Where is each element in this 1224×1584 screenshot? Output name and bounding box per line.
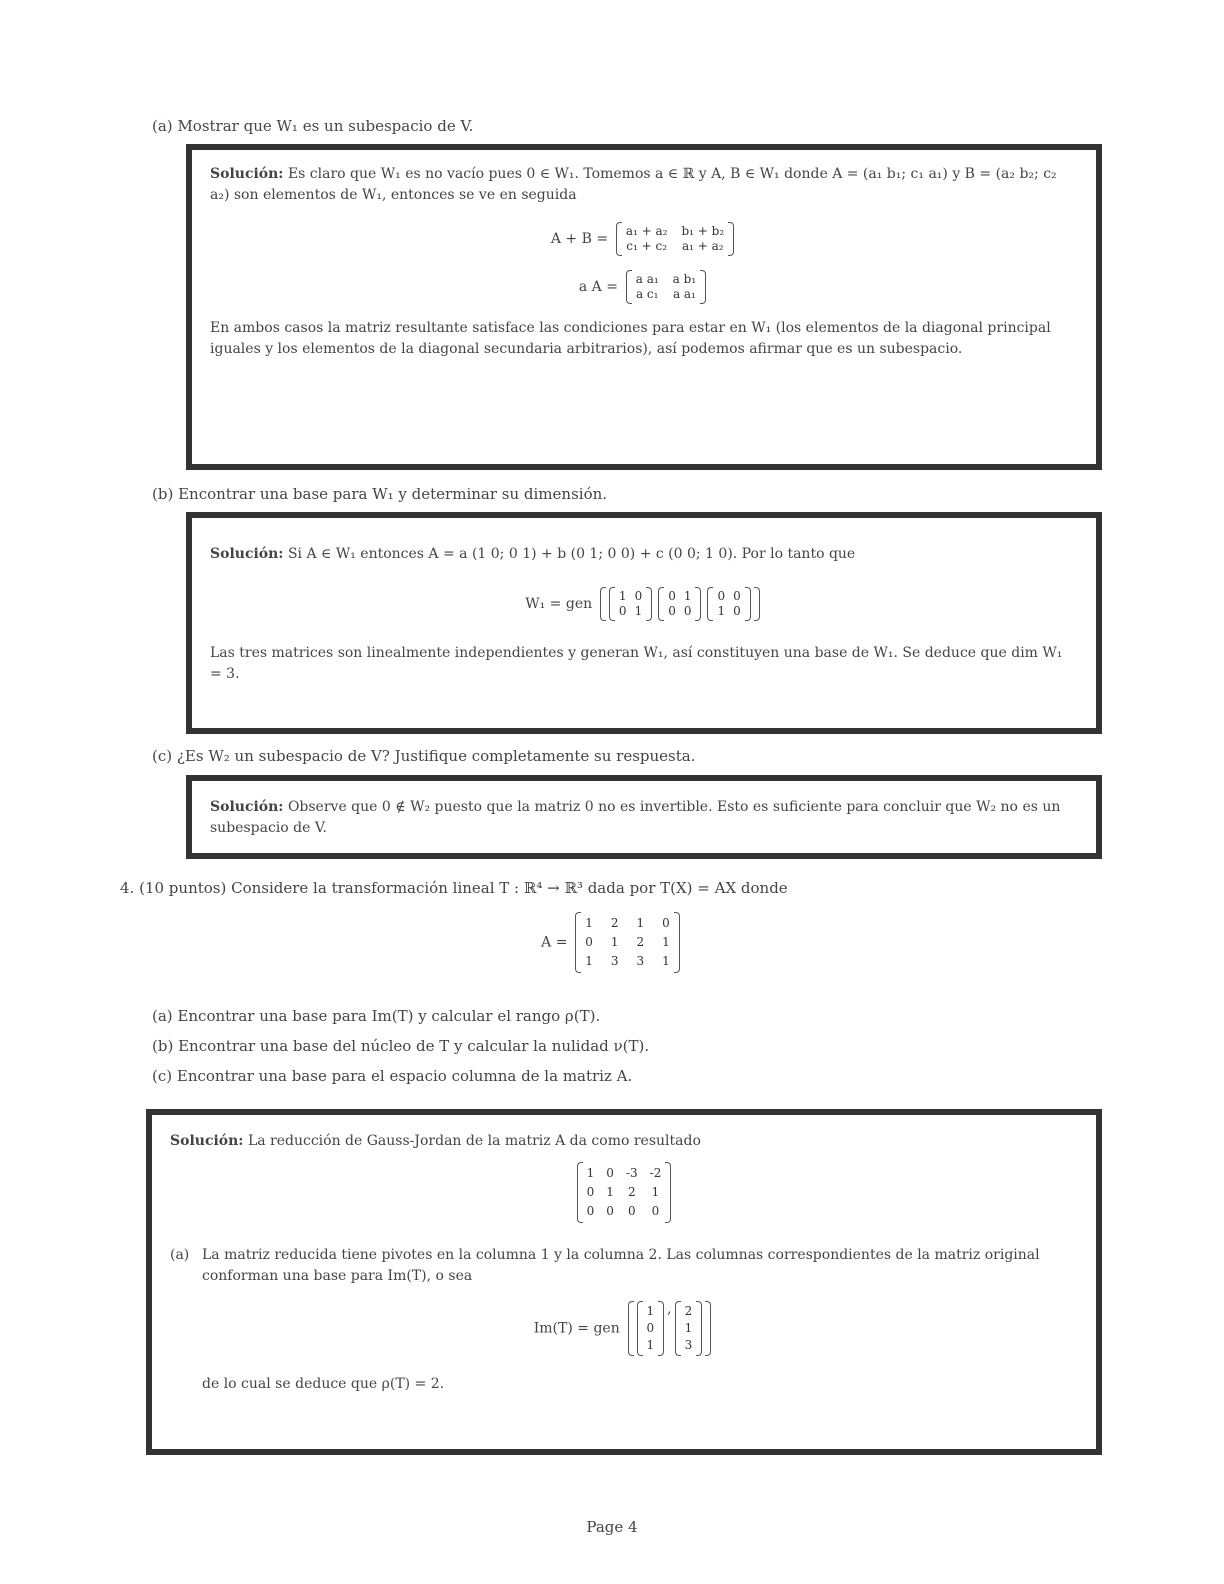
vector-cell: 2	[684, 1304, 693, 1318]
matrix-cell: -3	[625, 1166, 638, 1180]
equation-span-w1-lhs: W₁ = gen	[525, 596, 593, 612]
equation-sum	[210, 222, 1078, 256]
matrix-cell: a₁ + a₂	[625, 224, 668, 238]
solution-b-title: Solución:	[210, 546, 284, 562]
question-a-text: Mostrar que W₁ es un subespacio de V.	[177, 117, 474, 135]
question-b-text: Encontrar una base para W₁ y determinar su dimensión.	[178, 485, 608, 503]
matrix-cell: 0	[634, 589, 643, 603]
vector-cell: 3	[684, 1338, 693, 1352]
solution-4-outro: de lo cual se deduce que ρ(T) = 2.	[202, 1376, 445, 1392]
matrix-cell: 0	[585, 935, 593, 949]
solution-a-intro: Es claro que W₁ es no vacío pues 0 ∈ W₁. Tomemos a ∈ ℝ y A, B ∈ W₁ donde A = (a₁ b₁; c₁ a₁) y B = (a₂ b₂; c₂ a₂) son elementos de W₁, entonces se ve en seguida	[210, 166, 1057, 203]
equation-scalar-lhs: a A =	[578, 279, 618, 295]
matrix-cell: a a₁	[635, 272, 659, 286]
solution-b-box	[186, 512, 1102, 734]
solution-4a-label: (a)	[170, 1247, 190, 1263]
matrix-cell: 1	[606, 1185, 614, 1199]
matrix-cell: 1	[651, 1185, 660, 1199]
matrix-cell: 1	[585, 954, 593, 968]
solution-a-outro: En ambos casos la matriz resultante satisface las condiciones para estar en W₁ (los elementos de la diagonal principal iguales y los elementos de la diagonal secundaria arbitrarios), así podemos afirmar que es un subespacio.	[210, 320, 1051, 357]
matrix-a-lhs: A =	[541, 934, 568, 951]
matrix-cell: 0	[627, 1204, 636, 1218]
image-span-lhs: Im(T) = gen	[533, 1320, 620, 1337]
rref-equation	[170, 1162, 1078, 1223]
solution-c-title: Solución:	[210, 799, 284, 815]
matrix-cell: 1	[618, 589, 627, 603]
vector-cell: 1	[646, 1304, 655, 1318]
vector-cell: 1	[646, 1338, 655, 1352]
question-a-label: (a)	[152, 117, 173, 135]
matrix-sum	[616, 222, 734, 256]
solution-4a-text: La matriz reducida tiene pivotes en la columna 1 y la columna 2. Las columnas correspondientes de la matriz original conforman una base para Im(T), o sea	[202, 1247, 1040, 1284]
question-b	[152, 484, 607, 504]
question-4-text: (10 puntos) Considere la transformación lineal T : ℝ⁴ → ℝ³ dada por T(X) = AX donde	[139, 879, 788, 897]
question-4c-text: Encontrar una base para el espacio columna de la matriz A.	[176, 1067, 633, 1085]
matrix-cell: 0	[651, 1204, 660, 1218]
vector-cell: 1	[684, 1321, 693, 1335]
page-number: Page 4	[586, 1518, 638, 1536]
matrix-cell: 0	[683, 604, 692, 618]
question-a	[152, 116, 473, 136]
matrix-cell: 0	[606, 1166, 614, 1180]
question-4b	[152, 1036, 649, 1056]
matrix-cell: a₁ + a₂	[681, 239, 724, 253]
question-c	[152, 746, 696, 766]
matrix-cell: b₁ + b₂	[681, 224, 725, 238]
basis-set	[600, 587, 760, 621]
question-c-text: ¿Es W₂ un subespacio de V? Justifique completamente su respuesta.	[176, 747, 696, 765]
matrix-cell: 1	[662, 935, 670, 949]
solution-4-box	[146, 1109, 1102, 1455]
question-4b-label: (b)	[152, 1037, 174, 1055]
image-span-equation	[170, 1301, 1078, 1356]
matrix-cell: 0	[668, 604, 676, 618]
matrix-scalar	[626, 270, 706, 304]
solution-c-text: Observe que 0 ∉ W₂ puesto que la matriz 0 no es invertible. Esto es suficiente para concluir que W₂ no es un subespacio de V.	[210, 799, 1061, 836]
image-vector-2	[675, 1301, 703, 1356]
matrix-cell: a b₁	[672, 272, 697, 286]
matrix-cell: a a₁	[672, 287, 696, 301]
matrix-cell: 2	[627, 1185, 636, 1199]
solution-a-box	[186, 144, 1102, 470]
matrix-cell: 3	[610, 954, 619, 968]
solution-b-outro: Las tres matrices son linealmente independientes y generan W₁, así constituyen una base de W₁. Se deduce que dim W₁ = 3.	[210, 645, 1063, 682]
matrix-cell: 1	[610, 935, 619, 949]
vector-cell: 0	[646, 1321, 655, 1335]
matrix-cell: 0	[733, 604, 741, 618]
solution-4a-part	[170, 1245, 1078, 1287]
question-4-label: 4.	[120, 879, 135, 897]
basis-matrix-1	[609, 587, 652, 621]
question-4b-text: Encontrar una base del núcleo de T y calcular la nulidad ν(T).	[178, 1037, 650, 1055]
matrix-cell: 0	[733, 589, 741, 603]
matrix-cell: 0	[586, 1204, 595, 1218]
question-4a	[152, 1006, 600, 1026]
matrix-cell: a c₁	[635, 287, 659, 301]
matrix-cell: 3	[636, 954, 645, 968]
solution-c-box	[186, 775, 1102, 859]
matrix-cell: 1	[717, 604, 726, 618]
image-basis-set: 1 0 1 , 2 1 3	[628, 1301, 712, 1356]
basis-matrix-3	[707, 587, 750, 621]
matrix-cell: 0	[717, 589, 726, 603]
matrix-cell: 0	[606, 1204, 614, 1218]
question-4a-label: (a)	[152, 1007, 173, 1025]
question-4c-label: (c)	[152, 1067, 173, 1085]
solution-b-text: Si A ∈ W₁ entonces A = a (1 0; 0 1) + b (0 1; 0 0) + c (0 0; 1 0). Por lo tanto que	[287, 546, 856, 562]
matrix-cell: 0	[668, 589, 676, 603]
equation-span-w1	[210, 587, 1078, 621]
matrix-cell: 1	[662, 954, 670, 968]
image-vector-1	[637, 1301, 665, 1356]
equation-scalar	[210, 270, 1078, 304]
matrix-cell: -2	[649, 1166, 662, 1180]
matrix-cell: 1	[585, 916, 593, 930]
matrix-cell: 1	[683, 589, 692, 603]
matrix-cell: 1	[634, 604, 643, 618]
equation-matrix-a	[0, 912, 1224, 973]
matrix-cell: 1	[586, 1166, 595, 1180]
question-c-label: (c)	[152, 747, 173, 765]
question-4c	[152, 1066, 632, 1086]
matrix-cell: 2	[610, 916, 619, 930]
matrix-a	[575, 912, 680, 973]
matrix-cell: 2	[636, 935, 645, 949]
equation-sum-lhs: A + B =	[550, 231, 609, 247]
basis-matrix-2	[658, 587, 701, 621]
question-b-label: (b)	[152, 485, 174, 503]
question-4a-text: Encontrar una base para Im(T) y calcular el rango ρ(T).	[177, 1007, 601, 1025]
matrix-cell: 0	[618, 604, 627, 618]
solution-a-title: Solución:	[210, 166, 284, 182]
solution-4-title: Solución:	[170, 1133, 244, 1149]
solution-4-intro: La reducción de Gauss-Jordan de la matriz A da como resultado	[247, 1133, 701, 1149]
matrix-cell: 1	[636, 916, 645, 930]
matrix-cell: c₁ + c₂	[626, 239, 668, 253]
rref-matrix	[577, 1162, 672, 1223]
matrix-cell: 0	[662, 916, 670, 930]
question-4	[120, 878, 788, 898]
matrix-cell: 0	[586, 1185, 595, 1199]
